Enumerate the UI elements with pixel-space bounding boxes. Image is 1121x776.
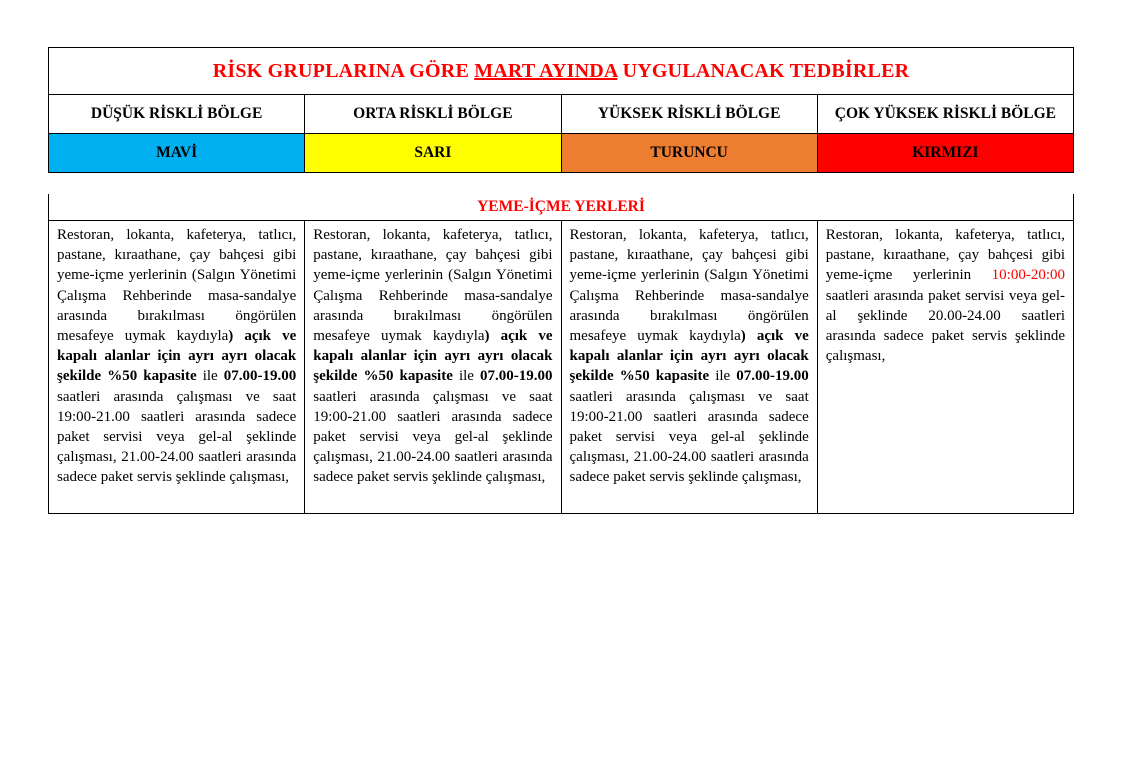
measure-text-red: Restoran, lokanta, kafeterya, tatlıcı, pastane, kıraathane, çay bahçesi gibi yeme-içme yerlerinin 10:00-20:00 saatleri arasında paket servisi veya gel-al şeklinde 20.00-24.00 saatleri arasında sadece paket servis şeklinde çalışması, [817,221,1073,514]
title-part-2: UYGULANACAK TEDBİRLER [617,59,910,82]
zone-yellow: SARI [305,134,561,173]
header-low-risk: DÜŞÜK RİSKLİ BÖLGE [49,95,305,134]
zone-orange: TURUNCU [561,134,817,173]
title-underlined: MART AYINDA [474,59,618,82]
zone-red: KIRMIZI [817,134,1073,173]
red-hours: 10:00-20:00 [991,267,1065,284]
title-part-1: RİSK GRUPLARINA GÖRE [212,59,475,82]
food-places-table [48,194,1074,514]
measure-text-blue: Restoran, lokanta, kafeterya, tatlıcı, pastane, kıraathane, çay bahçesi gibi yeme-içme yerlerinin (Salgın Yönetimi Çalışma Rehberinde masa-sandalye arasında bırakılması öngörülen mesafeye uymak kaydıyla) açık ve kapalı alanlar için ayrı ayrı olacak şekilde %50 kapasite ile 07.00-19.00 saatleri arasında çalışması ve saat 19:00-21.00 saatleri arasında sadece paket servisi veya gel-al şeklinde çalışması, 21.00-24.00 saatleri arasında sadece paket servis şeklinde çalışması, [49,221,305,514]
risk-groups-table [48,47,1074,173]
header-high-risk: YÜKSEK RİSKLİ BÖLGE [561,95,817,134]
header-medium-risk: ORTA RİSKLİ BÖLGE [305,95,561,134]
document-title [49,48,1074,95]
header-very-high-risk: ÇOK YÜKSEK RİSKLİ BÖLGE [817,95,1073,134]
section-title: YEME-İÇME YERLERİ [49,194,1074,221]
zone-blue: MAVİ [49,134,305,173]
measure-text-orange: Restoran, lokanta, kafeterya, tatlıcı, pastane, kıraathane, çay bahçesi gibi yeme-içme yerlerinin (Salgın Yönetimi Çalışma Rehberinde masa-sandalye arasında bırakılması öngörülen mesafeye uymak kaydıyla) açık ve kapalı alanlar için ayrı ayrı olacak şekilde %50 kapasite ile 07.00-19.00 saatleri arasında çalışması ve saat 19:00-21.00 saatleri arasında sadece paket servisi veya gel-al şeklinde çalışması, 21.00-24.00 saatleri arasında sadece paket servis şeklinde çalışması, [561,221,817,514]
measure-text-yellow: Restoran, lokanta, kafeterya, tatlıcı, pastane, kıraathane, çay bahçesi gibi yeme-içme yerlerinin (Salgın Yönetimi Çalışma Rehberinde masa-sandalye arasında bırakılması öngörülen mesafeye uymak kaydıyla) açık ve kapalı alanlar için ayrı ayrı olacak şekilde %50 kapasite ile 07.00-19.00 saatleri arasında çalışması ve saat 19:00-21.00 saatleri arasında sadece paket servisi veya gel-al şeklinde çalışması, 21.00-24.00 saatleri arasında sadece paket servis şeklinde çalışması, [305,221,561,514]
